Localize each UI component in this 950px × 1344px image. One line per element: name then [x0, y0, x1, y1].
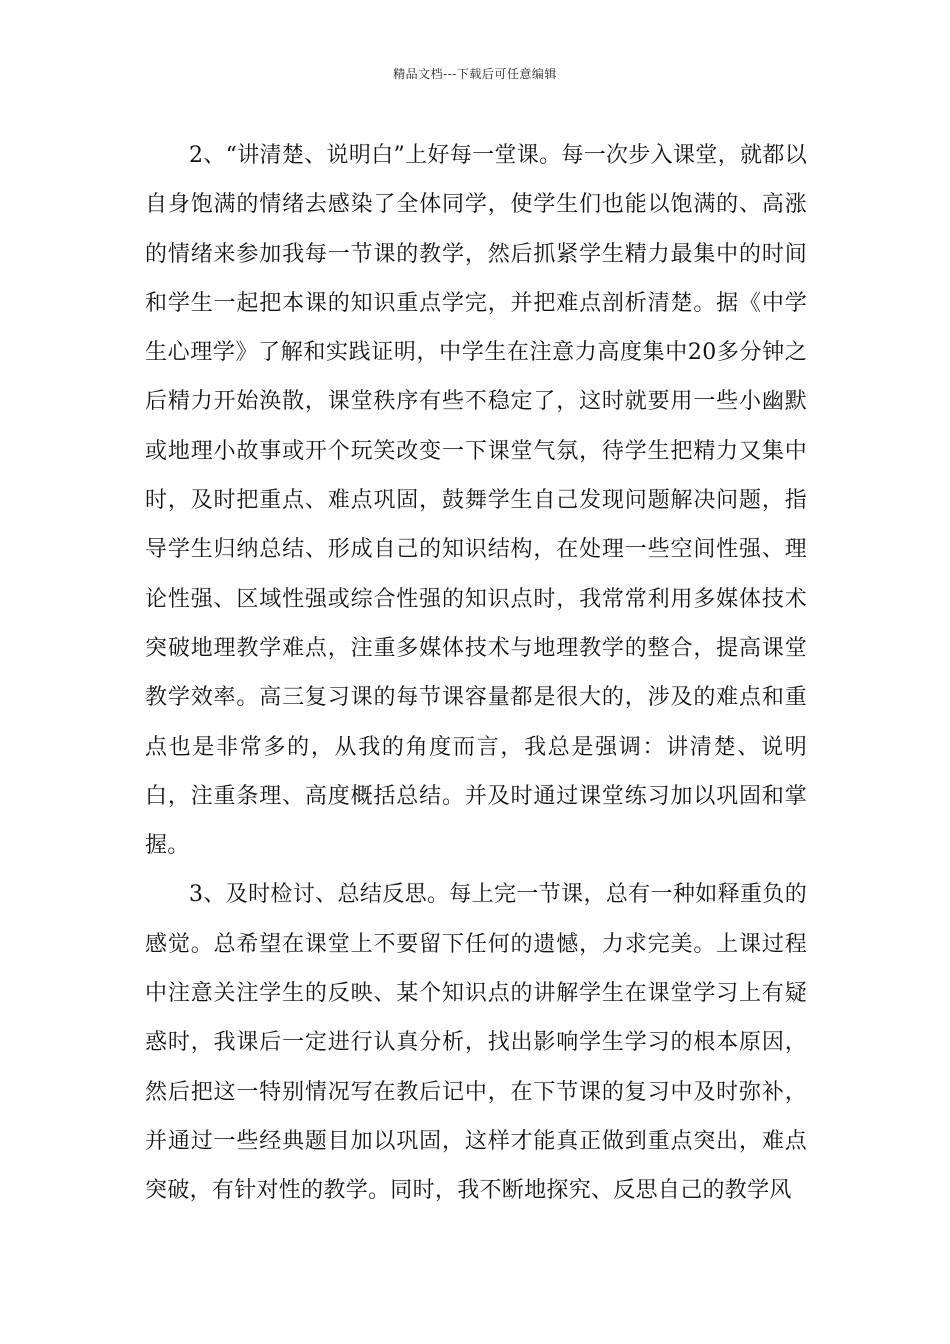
paragraph-2: 2、“讲清楚、说明白”上好每一堂课。每一次步入课堂，就都以自身饱满的情绪去感染了全体同学，使学生们也能以饱满的、高涨的情绪来参加我每一节课的教学，然后抓紧学生精力最集中的时间和学生一起把本课的知识重点学完，并把难点剖析清楚。据《中学生心理学》了解和实践证明，中学生在注意力高度集中20多分钟之后精力开始涣散，课堂秩序有些不稳定了，这时就要用一些小幽默或地理小故事或开个玩笑改变一下课堂气氛，待学生把精力又集中时，及时把重点、难点巩固，鼓舞学生自己发现问题解决问题，指导学生归纳总结、形成自己的知识结构，在处理一些空间性强、理论性强、区域性强或综合性强的知识点时，我常常利用多媒体技术突破地理教学难点，注重多媒体技术与地理教学的整合，提高课堂教学效率。高三复习课的每节课容量都是很大的，涉及的难点和重点也是非常多的，从我的角度而言，我总是强调：讲清楚、说明白，注重条理、高度概括总结。并及时通过课堂练习加以巩固和掌握。	[145, 143, 807, 859]
page-header: 精品文档---下载后可任意编辑	[393, 67, 557, 81]
paragraph-3: 3、及时检讨、总结反思。每上完一节课，总有一种如释重负的感觉。总希望在课堂上不要留下任何的遗憾，力求完美。上课过程中注意关注学生的反映、某个知识点的讲解学生在课堂学习上有疑惑时，我课后一定进行认真分析，找出影响学生学习的根本原因，然后把这一特别情况写在教后记中，在下节课的复习中及时弥补，并通过一些经典题目加以巩固，这样才能真正做到重点突出，难点突破，有针对性的教学。同时，我不断地探究、反思自己的教学风	[145, 882, 807, 1204]
document-body	[145, 131, 807, 1216]
